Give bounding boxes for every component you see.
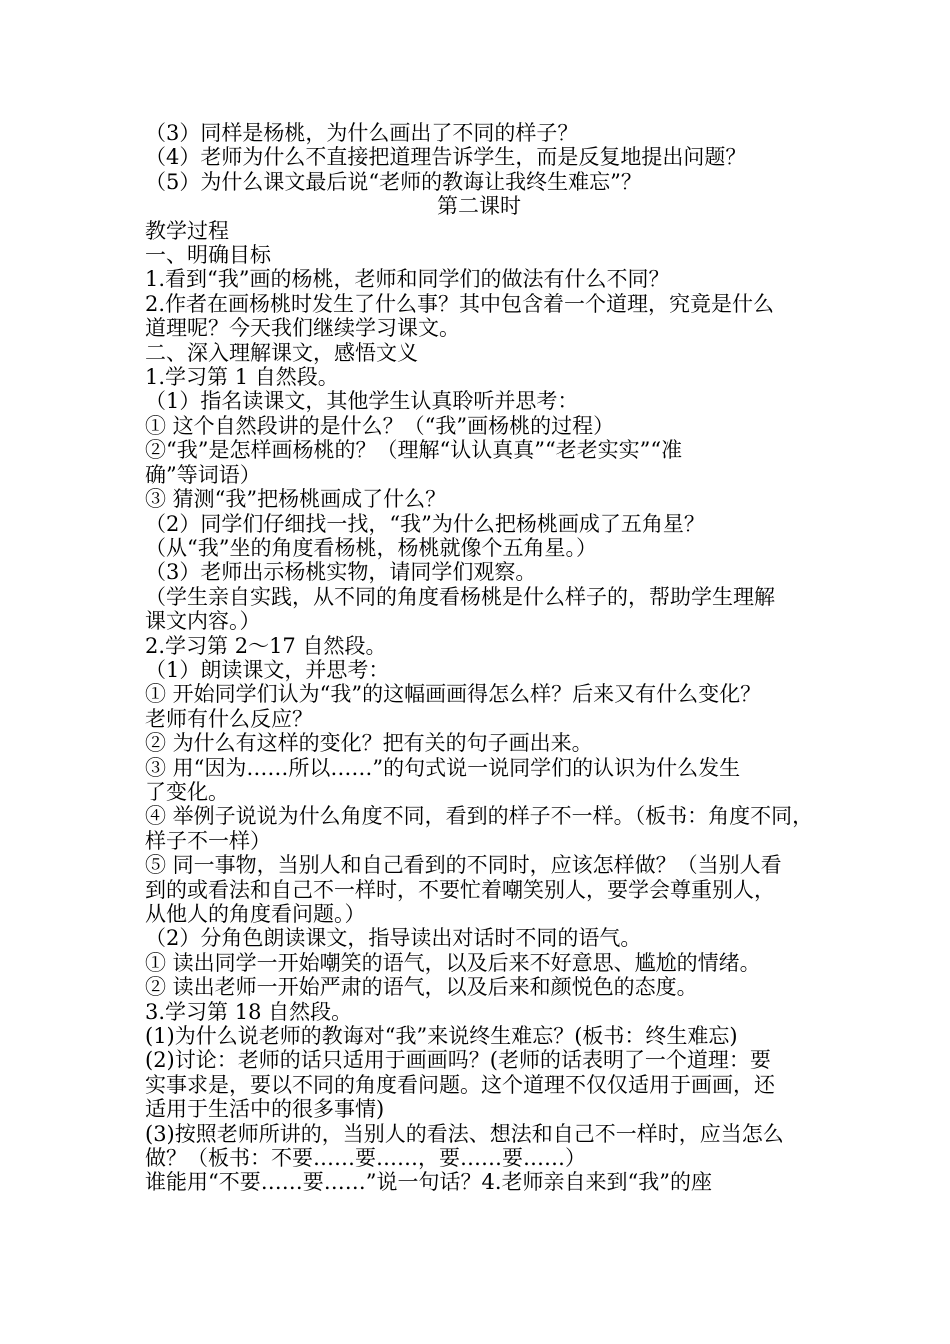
text-line: ① 开始同学们认为“我”的这幅画画得怎么样？后来又有什么变化？ [145,682,762,707]
study-paragraphs-2-17: 2.学习第 2～17 自然段。 [145,633,387,658]
text-line: 确”等词语） [145,462,261,487]
text-line: （1）朗读课文，并思考： [145,657,390,682]
heading-goals: 一、明确目标 [145,243,271,268]
section-title: 第二课时 [437,194,521,219]
goal-2-cont: 道理呢？今天我们继续学习课文。 [145,316,460,341]
text-line: ②“我”是怎样画杨桃的？（理解“认认真真”“老老实实”“准 [145,438,683,463]
text-line: (2)讨论：老师的话只适用于画画吗？(老师的话表明了一个道理：要 [145,1048,771,1073]
text-line: 谁能用“不要……要……”说一句话？4.老师亲自来到“我”的座 [145,1170,712,1195]
goal-2: 2.作者在画杨桃时发生了什么事？其中包含着一个道理，究竟是什么 [145,291,775,316]
text-line: ② 为什么有这样的变化？把有关的句子画出来。 [145,731,593,756]
text-line: ③ 用“因为……所以……”的句式说一说同学们的认识为什么发生 [145,755,741,780]
text-line: 样子不一样） [145,828,271,853]
text-line: 老师有什么反应？ [145,706,313,731]
document-body [145,121,813,1195]
text-line: ③ 猜测“我”把杨桃画成了什么？ [145,487,447,512]
text-line: 课文内容。） [145,609,261,634]
text-line: 适用于生活中的很多事情) [145,1097,385,1122]
text-line: ① 这个自然段讲的是什么？（“我”画杨桃的过程） [145,413,615,438]
text-line: (3)按照老师所讲的，当别人的看法、想法和自己不一样时，应当怎么 [145,1121,784,1146]
text-line: （2）分角色朗读课文，指导读出对话时不同的语气。 [145,926,642,951]
question-3: （3）同样是杨桃，为什么画出了不同的样子？ [145,121,579,145]
text-line: （从“我”坐的角度看杨桃，杨桃就像个五角星。） [145,535,597,560]
text-line: ④ 举例子说说为什么角度不同，看到的样子不一样。（板书：角度不同， [145,804,814,829]
text-line: 到的或看法和自己不一样时，不要忙着嘲笑别人，要学会尊重别人， [145,877,775,902]
text-line: ① 读出同学一开始嘲笑的语气，以及后来不好意思、尴尬的情绪。 [145,950,761,975]
text-line: 做？（板书：不要……要……，要……要……） [145,1146,586,1171]
text-line: （1）指名读课文，其他学生认真聆听并思考： [145,389,579,414]
goal-1: 1.看到“我”画的杨桃，老师和同学们的做法有什么不同？ [145,267,670,292]
text-line: 了变化。 [145,779,229,804]
text-line: (1)为什么说老师的教诲对“我”来说终生难忘？(板书：终生难忘) [145,1024,738,1049]
text-line: 实事求是，要以不同的角度看问题。这个道理不仅仅适用于画画，还 [145,1072,775,1097]
text-line: （学生亲自实践，从不同的角度看杨桃是什么样子的，帮助学生理解 [145,584,775,609]
text-line: （3）老师出示杨桃实物，请同学们观察。 [145,560,537,585]
text-line: 从他人的角度看问题。） [145,902,366,926]
question-4: （4）老师为什么不直接把道理告诉学生，而是反复地提出问题？ [145,145,747,170]
heading-deep-understanding: 二、深入理解课文，感悟文义 [145,340,418,365]
text-line: （2）同学们仔细找一找，“我”为什么把杨桃画成了五角星？ [145,511,705,536]
study-paragraph-1: 1.学习第 1 自然段。 [145,365,339,390]
heading-teaching-process: 教学过程 [145,218,229,243]
text-line: ⑤ 同一事物，当别人和自己看到的不同时，应该怎样做？（当别人看 [145,853,782,878]
question-5: （5）为什么课文最后说“老师的教诲让我终生难忘”？ [145,169,642,194]
text-line: ② 读出老师一开始严肃的语气，以及后来和颜悦色的态度。 [145,975,698,1000]
study-paragraph-18: 3.学习第 18 自然段。 [145,999,353,1024]
